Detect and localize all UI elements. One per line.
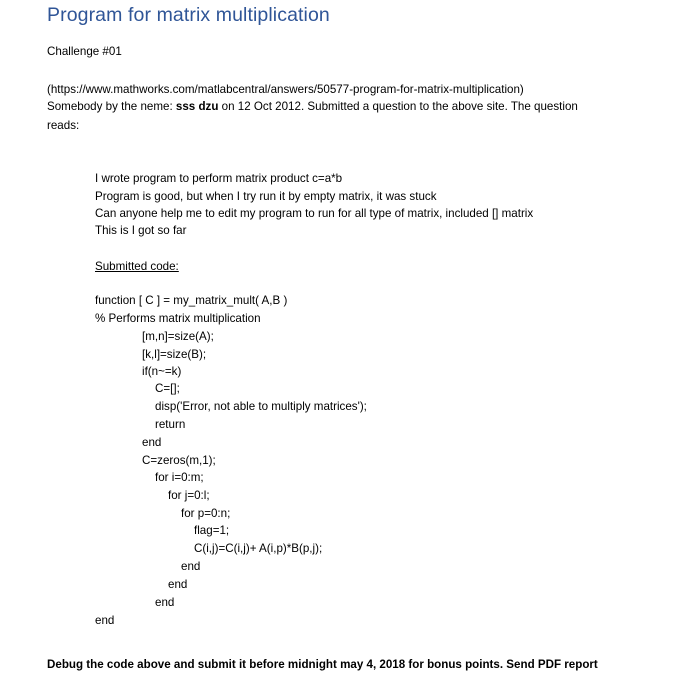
challenge-label: Challenge #01 — [47, 45, 122, 58]
code-line: for i=0:m; — [155, 471, 204, 484]
code-line: for p=0:n; — [181, 507, 231, 520]
code-line: if(n~=k) — [142, 365, 182, 378]
code-line: for j=0:l; — [168, 489, 210, 502]
intro-user: sss dzu — [175, 100, 219, 113]
footer-instruction: Debug the code above and submit it before midnight may 4, 2018 for bonus points. Send PDF report — [47, 658, 598, 671]
code-line: disp('Error, not able to multiply matrices'); — [155, 400, 367, 413]
intro-pre: Somebody by the neme: — [47, 100, 176, 113]
intro-line-2: reads: — [47, 119, 80, 132]
code-line: end — [95, 614, 115, 627]
question-line: This is I got so far — [95, 224, 187, 237]
code-line: [k,l]=size(B); — [142, 348, 207, 361]
code-line: end — [155, 596, 175, 609]
submitted-code-label: Submitted code: — [95, 260, 179, 273]
question-line: Program is good, but when I try run it by empty matrix, it was stuck — [95, 190, 437, 203]
code-line: return — [155, 418, 186, 431]
intro-line-1 — [47, 99, 578, 115]
code-line: end — [142, 436, 162, 449]
code-line: end — [168, 578, 188, 591]
source-url: (https://www.mathworks.com/matlabcentral/answers/50577-program-for-matrix-multiplication) — [47, 83, 524, 96]
code-line: % Performs matrix multiplication — [95, 312, 261, 325]
code-line: [m,n]=size(A); — [142, 330, 214, 343]
code-line: end — [181, 560, 201, 573]
code-line: C=zeros(m,1); — [142, 454, 216, 467]
question-line: I wrote program to perform matrix product c=a*b — [95, 172, 343, 185]
code-line: C(i,j)=C(i,j)+ A(i,p)*B(p,j); — [194, 542, 323, 555]
page-title: Program for matrix multiplication — [47, 4, 330, 26]
code-line: function [ C ] = my_matrix_mult( A,B ) — [95, 294, 288, 307]
intro-mid: on 12 Oct 2012. Submitted a question to the above site. The question — [218, 100, 578, 113]
code-line: C=[]; — [155, 382, 180, 395]
question-line: Can anyone help me to edit my program to run for all type of matrix, included [] matrix — [95, 207, 534, 220]
code-line: flag=1; — [194, 524, 230, 537]
